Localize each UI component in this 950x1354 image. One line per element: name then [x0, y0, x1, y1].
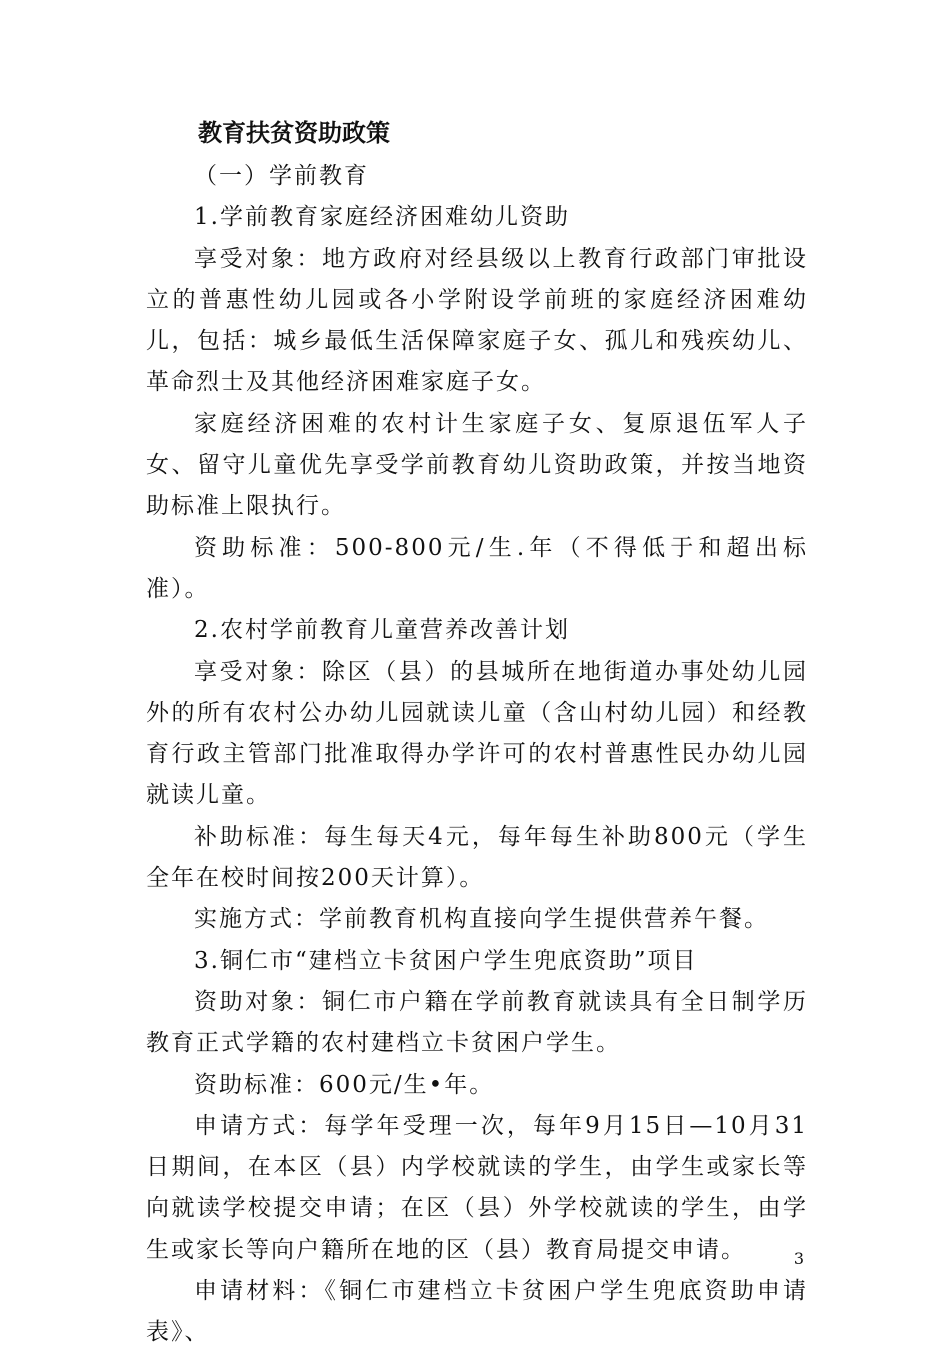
paragraph-application-materials-3: 申请材料：《铜仁市建档立卡贫困户学生兜底资助申请表》、	[146, 1278, 808, 1346]
section-heading-preschool: （一）学前教育	[194, 163, 369, 189]
page-number: 3	[793, 1249, 804, 1268]
document-body	[146, 156, 808, 1354]
paragraph-subsidy-standard-2: 补助标准：每生每天4元，每年每生补助800元（学生全年在校时间按200天计算）。	[146, 823, 808, 892]
paragraph-application-method-3: 申请方式：每学年受理一次，每年9月15日—10月31日期间，在本区（县）内学校就读的学生，由学生或家长等向就读学校提交申请；在区（县）外学校就读的学生，由学生或家长等向户籍所在地的区（县）教育局提交申请。	[146, 1112, 808, 1263]
paragraph-aid-recipients-3: 资助对象：铜仁市户籍在学前教育就读具有全日制学历教育正式学籍的农村建档立卡贫困户学生。	[146, 988, 808, 1057]
paragraph-implementation-2: 实施方式：学前教育机构直接向学生提供营养午餐。	[194, 906, 769, 933]
paragraph-eligible-recipients-1: 享受对象：地方政府对经县级以上教育行政部门审批设立的普惠性幼儿园或各小学附设学前班的家庭经济困难幼儿，包括：城乡最低生活保障家庭子女、孤儿和残疾幼儿、革命烈士及其他经济困难家庭子女。	[146, 245, 808, 396]
document-title: 教育扶贫资助政策	[198, 119, 390, 147]
paragraph-eligible-recipients-2: 享受对象：除区（县）的县城所在地街道办事处幼儿园外的所有农村公办幼儿园就读儿童（含山村幼儿园）和经教育行政主管部门批准取得办学许可的农村普惠性民办幼儿园就读儿童。	[146, 658, 808, 809]
subsection-heading-3: 3.铜仁市“建档立卡贫困户学生兜底资助”项目	[194, 947, 698, 974]
paragraph-aid-standard-1: 资助标准：500-800元/生.年（不得低于和超出标准）。	[146, 534, 808, 602]
subsection-heading-2: 2.农村学前教育儿童营养改善计划	[194, 617, 570, 644]
paragraph-aid-standard-3: 资助标准：600元/生•年。	[194, 1071, 495, 1098]
paragraph-priority-groups: 家庭经济困难的农村计生家庭子女、复原退伍军人子女、留守儿童优先享受学前教育幼儿资助政策，并按当地资助标准上限执行。	[146, 410, 808, 520]
subsection-heading-1: 1.学前教育家庭经济困难幼儿资助	[194, 204, 570, 231]
